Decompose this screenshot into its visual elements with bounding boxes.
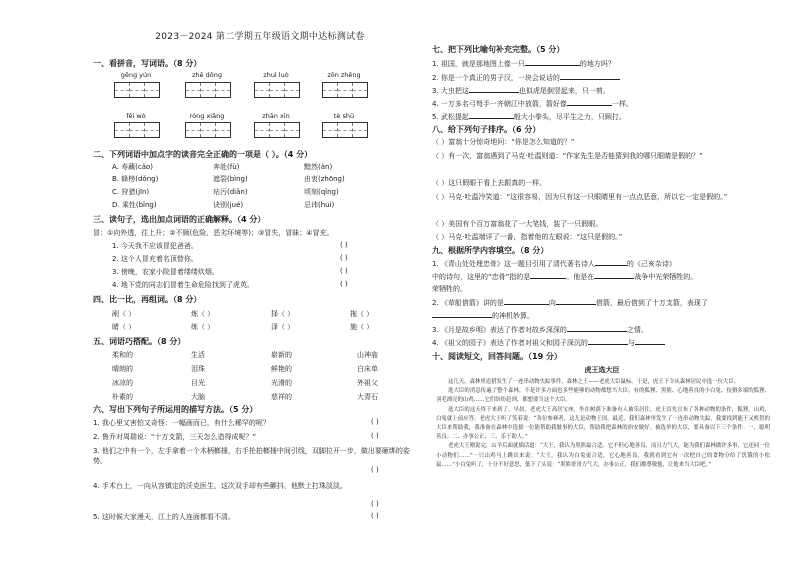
match-word[interactable]: 朴素的 bbox=[112, 393, 133, 401]
match-word[interactable]: 慈祥的 bbox=[271, 393, 292, 401]
story-paragraph: 老虎大王刚说完，山羊后面就插话道：“大王，我认为黑熊最合适。它不但心地善良，而且力气大，能为我们森林做许多事，它还同一位小动物们……”一只山鸡马上跳出来说：“大王，我认为白兔更合适，它心地善良，我就看到它有一次把自己的食物分给了饥饿的小松鼠……”小白兔听了，十分不好意思，低下了头说：“黑熊哥哥力气大，办事公正，我们都尊敬他，让他来当大臣吧。” bbox=[436, 443, 770, 468]
q9-item: 1. 《青山处处埋忠骨》这一题目引用了清代著名诗人 的《己亥杂诗》 bbox=[432, 260, 676, 268]
compare-item[interactable]: 炼（ ） bbox=[191, 310, 215, 318]
q7-item: 3. 大虫把这 也似虎尾倒竖起来，只一剪。 bbox=[432, 87, 610, 95]
writing-grid[interactable] bbox=[114, 122, 160, 138]
q4-heading: 四、比一比，再组词。（8 分） bbox=[93, 295, 202, 304]
q9-item-cont: 荣牺牲的。 bbox=[432, 285, 467, 293]
q9-item: 4. 《祖父的园子》表达了作者对祖父和园子深沉的 与 bbox=[432, 337, 665, 348]
writing-grid[interactable] bbox=[185, 122, 231, 138]
answer-paren[interactable]: ( ) bbox=[340, 280, 348, 288]
q6-item: 1. 我心里又害怕又奇怪：一幅画而已，有什么稀罕的呢？ bbox=[93, 419, 270, 427]
match-word[interactable]: 山神庙 bbox=[357, 351, 378, 359]
q7-heading: 七、把下列比喻句补充完整。（5 分） bbox=[432, 45, 565, 54]
q6-item: 4. 手术台上，一向从容镇定的沃克医生，这次双手却有些颤抖，他默上打珠淡淡。 bbox=[93, 482, 347, 490]
option-c: 顷刻(qǐng) bbox=[304, 188, 339, 196]
match-word[interactable]: 大脑 bbox=[191, 393, 205, 401]
compare-item[interactable]: 拖（ ） bbox=[350, 310, 374, 318]
pinyin-7: zhān xīn bbox=[262, 112, 290, 120]
q3-item: 3. 傍晚，农家小院冒着缕缕炊烟。 bbox=[112, 268, 219, 276]
story-body bbox=[436, 378, 770, 470]
option-d: 诀别(jué) bbox=[213, 201, 244, 209]
story-paragraph: 选大臣的这天终于来到了。早晨，老虎大王高居宝座，坐在树荫下准备有人被乐居住，虎王首先宣布了各种动物的条件，狐狸，山鸡，白兔就上前应答。老虎大王听了笑着说：“各位参赛者，这儿是动物王国，最近，我们森林里发生了一连串动物失踪，我要找到能干又机智的大臣来帮助我，我准备在森林中选拔一位能帮助我做事的大臣，帮助我把森林的治安做好。被选举的大臣，要具备以下三个条件：一、聪明善良；二、办事公正；三、乐于助人。” bbox=[436, 406, 770, 441]
answer-paren[interactable]: ( ) bbox=[371, 500, 379, 508]
q8-item[interactable]: （ ）富翁十分惊奇地问：“你是怎么知道的？” bbox=[432, 138, 575, 146]
story-paragraph: 选大臣的消息传遍了整个森林，不是许多方面也多些能够的动物都想当大臣，有的狐狸、黑熊、心地善良的小白兔、狡猾多端的狐狸、羽毛漂亮的山鸡……它们纷纷赶到，都想要当这个大臣。 bbox=[436, 388, 770, 404]
q5-heading: 五、词语巧搭配。（8 分） bbox=[93, 337, 186, 346]
compare-item[interactable]: 施（ ） bbox=[350, 323, 374, 331]
match-word[interactable]: 生活 bbox=[191, 351, 205, 359]
q9-item-cont: 的神机妙算。 bbox=[432, 310, 534, 321]
compare-item[interactable]: 泽（ ） bbox=[271, 323, 295, 331]
match-word[interactable]: 光滑的 bbox=[271, 379, 292, 387]
q6-item: 3. 他们之中有一个，左手拿着一个木柄榔捶，右手抡拍榔捶中间引线，双脚拉开一步，做出要砸绑的姿势。 bbox=[93, 447, 410, 465]
q3-item: 2. 这个人冒充着名顶替你。 bbox=[112, 255, 198, 263]
option-d: D. 乘性(bǐng) bbox=[112, 201, 157, 209]
writing-grid[interactable] bbox=[254, 82, 300, 98]
pinyin-2: zhě dǒng bbox=[192, 71, 222, 79]
page-title: 2023－2024 第二学期五年级语文期中达标测试卷 bbox=[155, 32, 365, 42]
q8-item[interactable]: （ ）马克·吐温端详了一番，指着他的左眼说：“这只是假的。” bbox=[432, 233, 623, 241]
q8-heading: 八、给下列句子排序。（6 分） bbox=[432, 125, 541, 134]
option-b: 由衷(zhōng) bbox=[304, 175, 345, 183]
option-a: 奔赴(fù) bbox=[213, 163, 240, 171]
match-word[interactable]: 柔和的 bbox=[112, 351, 133, 359]
answer-paren[interactable]: ( ) bbox=[371, 512, 379, 520]
match-word[interactable]: 外祖父 bbox=[357, 379, 378, 387]
compare-item[interactable]: 剐（ ） bbox=[112, 310, 136, 318]
option-b: B. 蜂榜(dǒng) bbox=[112, 175, 159, 183]
q3-item: 4. 地下党的同志们冒着生命危险找到了虎英。 bbox=[112, 281, 254, 289]
match-word[interactable]: 目光 bbox=[191, 379, 205, 387]
option-a: A. 寿藏(cǎo) bbox=[112, 163, 153, 171]
answer-paren[interactable]: ( ) bbox=[371, 418, 379, 426]
pinyin-1: gēng yún bbox=[120, 71, 152, 79]
match-word[interactable]: 白床单 bbox=[357, 365, 378, 373]
q8-item[interactable]: （ ）美国有个百万富翁花了一大笔钱，装了一只假眼。 bbox=[432, 220, 603, 228]
option-c: 玷污(diǎn) bbox=[213, 188, 248, 196]
q7-item: 1. 祖国，就是那地图上像一只 的地方吗？ bbox=[432, 60, 615, 68]
writing-grid[interactable] bbox=[254, 122, 300, 138]
pinyin-6: róng xiǎng bbox=[189, 112, 225, 120]
match-word[interactable]: 崭新的 bbox=[271, 351, 292, 359]
q3-item: 1. 今天我不应该冒犯爸爸。 bbox=[112, 242, 198, 250]
q3-intro: 冒：①向外透，往上升；②不顾(危险、恶劣环境等)；③冒失，冒昧；④冒充。 bbox=[93, 229, 334, 237]
pinyin-3: zhuì luò bbox=[263, 71, 289, 79]
writing-grid[interactable] bbox=[322, 122, 368, 138]
option-a: 黯然(àn) bbox=[304, 163, 333, 171]
match-word[interactable]: 鲜艳的 bbox=[271, 365, 292, 373]
match-word[interactable]: 晴朗的 bbox=[112, 365, 133, 373]
q6-item: 5. 这时候大家漫天，江上的人连面都看不清。 bbox=[93, 513, 235, 521]
q9-item: 2. 《草船借箭》讲的是 向 借箭，最后借到了十万支箭，表现了 bbox=[432, 299, 708, 307]
q8-item[interactable]: （ ）有一次，富翁遇到了马克·吐温则道：“作家先生是否能猜到我的哪只眼睛是假的？” bbox=[432, 152, 703, 160]
q10-heading: 十、阅读短文，回答问题。（19 分） bbox=[432, 352, 562, 361]
q1-heading: 一、看拼音，写词语。（8 分） bbox=[93, 59, 202, 68]
q3-heading: 三、读句子，选出加点词语的正确解释。（4 分） bbox=[93, 215, 266, 224]
q7-item: 4. 一万多名弓弩手一齐朝江中放箭，箭好像 一样。 bbox=[432, 100, 633, 108]
q6-heading: 六、写出下列句子所运用的描写方法。（5 分） bbox=[93, 405, 258, 414]
option-d: 忌讳(huì) bbox=[304, 201, 335, 209]
q9-item: 3. 《月是故乡明》表达了作者对故乡深深的 之情。 bbox=[432, 326, 648, 334]
answer-paren[interactable]: ( ) bbox=[340, 267, 348, 275]
match-word[interactable]: 大青石 bbox=[357, 393, 378, 401]
q7-item: 2. 你是一个真正的男子汉，一块会说话的 bbox=[432, 72, 620, 83]
q7-item: 5. 武松提起 般大小拳头，尽平生之力，只顾打。 bbox=[432, 113, 626, 121]
pinyin-4: zōn zhěng bbox=[327, 71, 361, 79]
compare-item[interactable]: 练（ ） bbox=[191, 323, 215, 331]
answer-paren[interactable]: ( ) bbox=[340, 241, 348, 249]
match-word[interactable]: 泪珠 bbox=[191, 365, 205, 373]
answer-paren[interactable]: ( ) bbox=[371, 466, 379, 474]
pinyin-5: fěi wò bbox=[126, 112, 146, 120]
writing-grid[interactable] bbox=[185, 82, 231, 98]
option-c: C. 狩猎(jīn) bbox=[112, 188, 150, 196]
story-title: 虎王选大臣 bbox=[584, 366, 620, 374]
q8-item[interactable]: （ ）马克·吐温冷笑道：“这很容易，因为只有这一只眼睛里有一点点恶意，所以它一定是假的。” bbox=[432, 193, 728, 201]
option-b: 遮裂(bìng) bbox=[213, 175, 248, 183]
q2-heading: 二、下列词语中加点字的读音完全正确的一项是（ ）。（4 分） bbox=[93, 150, 313, 159]
writing-grid[interactable] bbox=[322, 82, 368, 98]
compare-item[interactable]: 睹（ ） bbox=[112, 323, 136, 331]
q8-item[interactable]: （ ）这只假眼干看上去跟真的一样。 bbox=[432, 179, 547, 187]
match-word[interactable]: 冰凉的 bbox=[112, 379, 133, 387]
pinyin-8: tè shū bbox=[333, 112, 355, 120]
answer-paren[interactable]: ( ) bbox=[371, 432, 379, 440]
q6-item: 2. 鲁乔对周瑞说：“十万支箭，三天怎么造得成呢？” bbox=[93, 433, 257, 441]
compare-item[interactable]: 择（ ） bbox=[271, 310, 295, 318]
writing-grid[interactable] bbox=[114, 82, 160, 98]
q9-heading: 九、根据所学内容填空。（8 分） bbox=[432, 246, 549, 255]
q9-item: 中的诗句，这里的“忠骨”指的是 。他是在 战争中光荣牺牲的。 bbox=[432, 273, 698, 281]
answer-paren[interactable]: ( ) bbox=[340, 254, 348, 262]
story-paragraph: 这几天，森林里追猎发生了一连串动物失踪事件，森林之王——老虎大臣鼠标。于是，虎王下令从森林居民中选一位大臣。 bbox=[448, 379, 740, 385]
